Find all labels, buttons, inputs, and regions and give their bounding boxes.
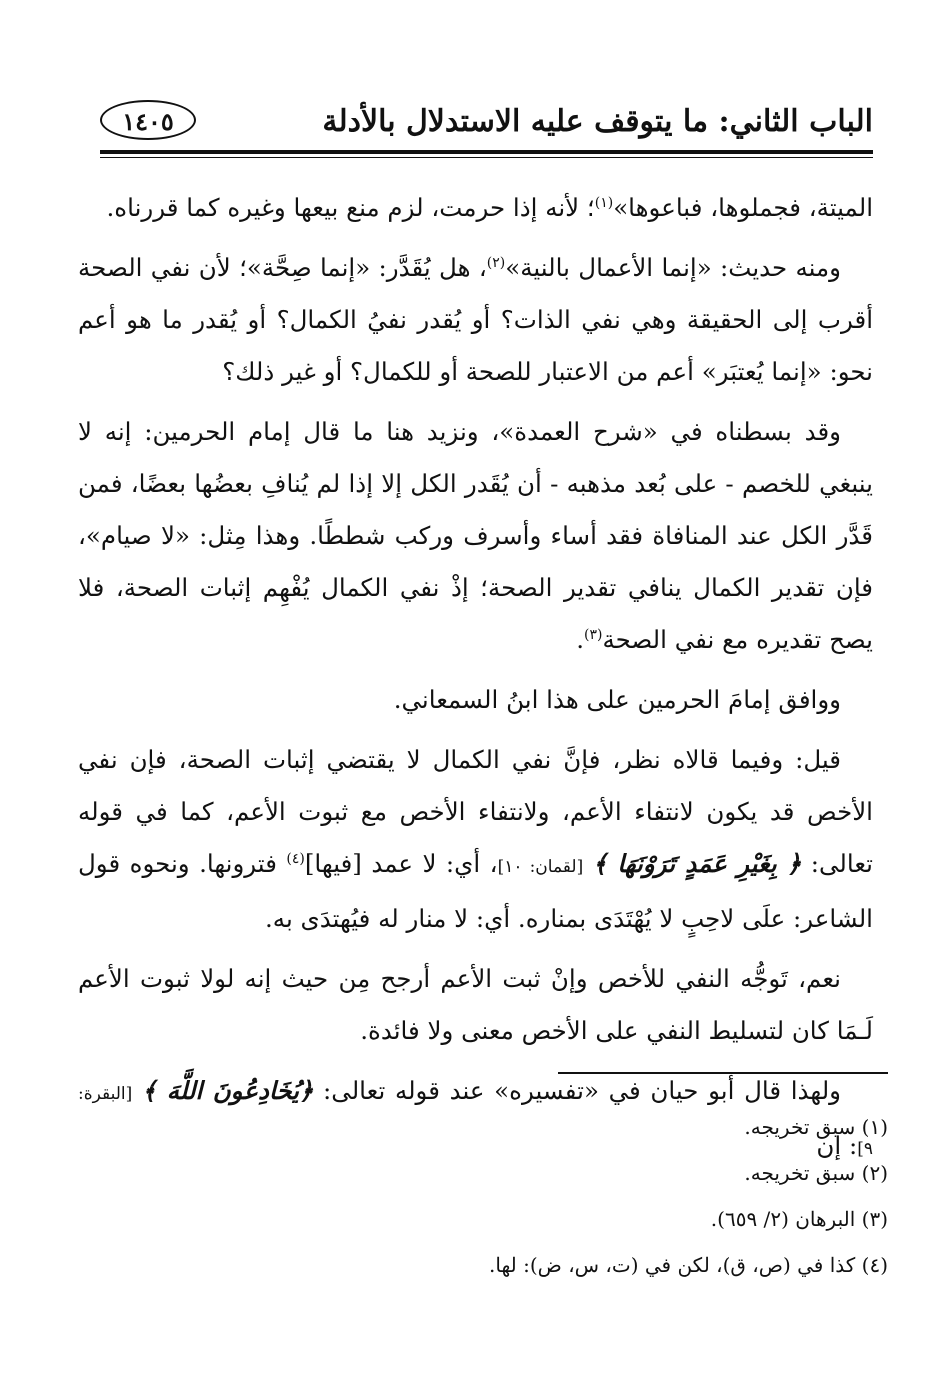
paragraph-3 bbox=[78, 406, 873, 666]
paragraph-text: : إن bbox=[816, 1131, 858, 1160]
footnote-ref-4: (٤) bbox=[286, 850, 305, 867]
paragraph-text: فترونها. ونحوه قول الشاعر: علَى لاحِبٍ لا يُهْتَدَى بمناره. أي: لا منار له فيُهتدَى به. bbox=[78, 849, 873, 933]
footnote-2: (٢) سبق تخريجه. bbox=[744, 1161, 888, 1185]
header-rule-thick bbox=[100, 150, 873, 154]
footnote-1: (١) سبق تخريجه. bbox=[744, 1115, 888, 1139]
paragraph-5 bbox=[78, 734, 873, 945]
paragraph-text: قيل: وفيما قالاه نظر، فإنَّ نفي الكمال لا يقتضي إثبات الصحة، فإن نفي الأخص قد يكون لانتفاء الأعم، ولانتفاء الأخص مع ثبوت الأعم، كما في قوله تعالى: bbox=[78, 745, 873, 878]
quran-verse: ﴿ بِغَيْرِ عَمَدٍ تَرَوْنَهَا ﴾ bbox=[592, 849, 802, 878]
footnote-4: (٤) كذا في (ص، ق)، لكن في (ت، س، ض): لها. bbox=[489, 1253, 888, 1277]
header-rule-thin bbox=[100, 157, 873, 158]
paragraph-text: ؛ لأنه إذا حرمت، لزم منع بيعها وغيره كما قررناه. bbox=[106, 193, 595, 222]
paragraph-6: نعم، تَوجُّه النفي للأخص وإنْ ثبت الأعم أرجح مِن حيث إنه لولا ثبوت الأعم لَـمَا كان لتسليط النفي على الأخص معنى ولا فائدة. bbox=[78, 964, 873, 1045]
surah-reference: [البقرة: ٩] bbox=[78, 1084, 873, 1159]
paragraph-text: . bbox=[576, 625, 584, 654]
paragraph-text: ولهذا قال أبو حيان في «تفسيره» عند قوله تعالى: bbox=[323, 1076, 841, 1105]
footnotes bbox=[78, 1104, 888, 1288]
footnote-separator bbox=[558, 1072, 888, 1074]
paragraph-text: ووافق إمامَ الحرمين على هذا ابنُ السمعاني. bbox=[393, 685, 841, 714]
page-header bbox=[100, 96, 873, 148]
quran-verse: ﴿يُخَادِعُونَ اللَّهَ ﴾ bbox=[141, 1076, 314, 1105]
paragraph-text: ، هل يُقَدَّر: «إنما صِحَّة»؛ لأن نفي الصحة أقرب إلى الحقيقة وهي نفي الذات؟ أو يُقدر نفيُ الكمال؟ أو يُقدر ما هو أعم نحو: «إنما يُعتبَر» أعم من الاعتبار للصحة أو للكمال؟ أو غير ذلك؟ bbox=[78, 253, 873, 386]
paragraph-text: ومنه حديث: «إنما الأعمال بالنية» bbox=[505, 253, 841, 282]
paragraph-text: الميتة، فجملوها، فباعوها» bbox=[613, 193, 873, 222]
paragraph-4 bbox=[78, 674, 873, 726]
paragraph-2 bbox=[78, 242, 873, 398]
footnote-ref-2: (٢) bbox=[486, 254, 506, 271]
page-number: ١٤٠٥ bbox=[100, 100, 196, 140]
footnote-ref-1: (١) bbox=[594, 194, 614, 211]
footnote-3: (٣) البرهان (٢/ ٦٥٩). bbox=[710, 1207, 888, 1231]
paragraph-text: ، أي: لا عمد [فيها] bbox=[304, 849, 498, 878]
running-title: الباب الثاني: ما يتوقف عليه الاستدلال بالأدلة bbox=[322, 104, 873, 139]
footnote-ref-3: (٣) bbox=[583, 626, 603, 643]
paragraph-1 bbox=[78, 182, 873, 234]
paragraph-text: وقد بسطناه في «شرح العمدة»، ونزيد هنا ما قال إمام الحرمين: إنه لا ينبغي للخصم - على بُعد مذهبه - أن يُقَدر الكل إلا إذا لم يُنافِ بعضُها بعضًا، فمن قَدَّر الكل عند المنافاة فقد أساء وأسرف وركب شططًا. وهذا مِثل: «لا صيام»، فإن تقدير الكمال ينافي تقدير الصحة؛ إذْ نفي الكمال يُفْهِم إثبات الصحة، فلا يصح تقديره مع نفي الصحة bbox=[78, 417, 873, 654]
surah-reference: [لقمان: ١٠] bbox=[497, 857, 584, 877]
main-text bbox=[78, 182, 873, 1183]
